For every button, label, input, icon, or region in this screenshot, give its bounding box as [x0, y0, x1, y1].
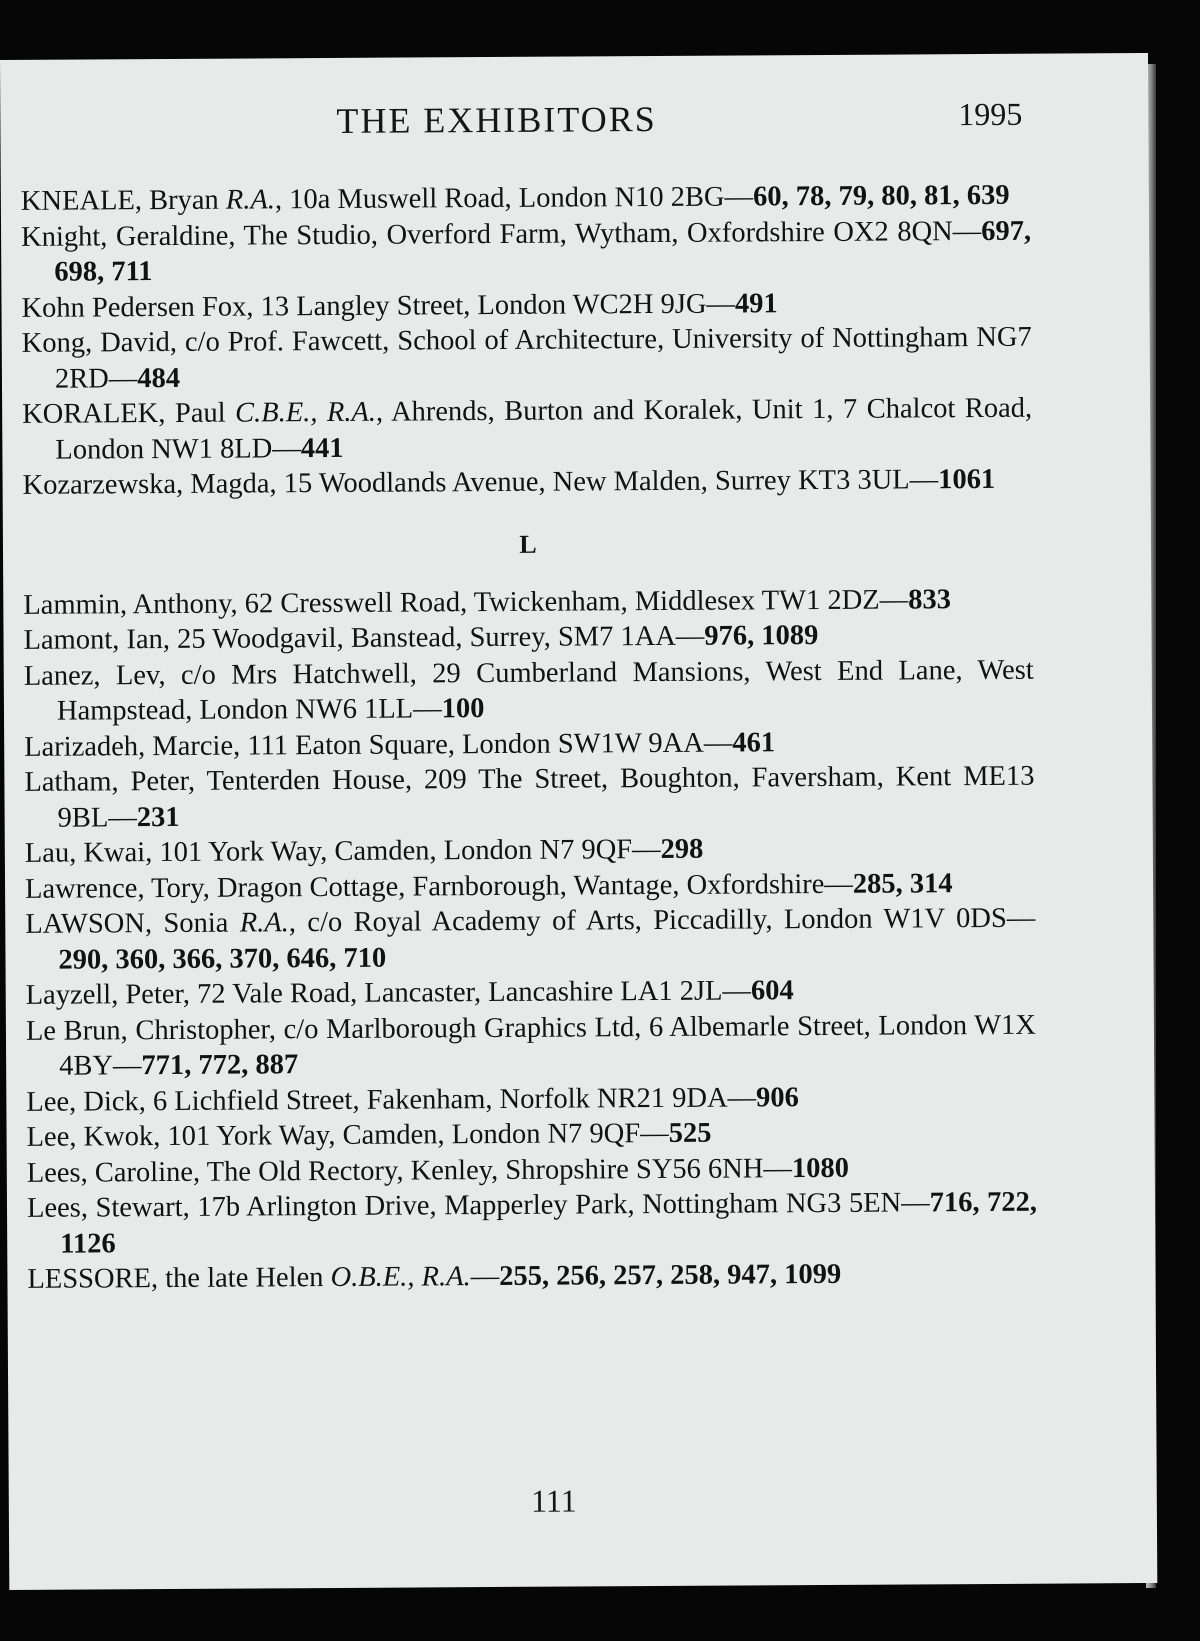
- exhibitor-address: , Dragon Cottage, Farnborough, Wantage, Oxfordshire—: [202, 868, 853, 904]
- exhibitor-name: Lau, Kwai: [24, 837, 146, 869]
- exhibitor-address: , c/o Mrs Hatchwell, 29 Cumberland Mansions, West End Lane, West Hampstead, London NW6 1LL—: [56, 654, 1034, 727]
- exhibitor-entry: [27, 1149, 1037, 1191]
- catalogue-numbers: 771, 772, 887: [141, 1049, 299, 1082]
- exhibitor-name: Knight, Geraldine: [20, 220, 229, 253]
- book-page: [0, 53, 1157, 1590]
- exhibitor-entry: [21, 178, 1031, 220]
- exhibitor-name: Le Brun, Christopher: [25, 1013, 269, 1047]
- year: 1995: [958, 95, 1023, 133]
- catalogue-numbers: 833: [908, 583, 951, 615]
- exhibitor-entry: [22, 320, 1032, 397]
- catalogue-numbers: 484: [137, 362, 181, 394]
- exhibitor-honours: R.A.: [225, 184, 276, 216]
- exhibitor-name: Layzell, Peter: [25, 978, 183, 1011]
- exhibitor-address: , 111 Eaton Square, London SW1W 9AA—: [232, 727, 733, 762]
- exhibitor-entry: [21, 284, 1031, 326]
- exhibitor-name: Kohn Pedersen Fox: [21, 291, 247, 324]
- section-letter: L: [519, 529, 537, 559]
- exhibitor-honours: O.B.E., R.A.: [330, 1261, 471, 1294]
- exhibitor-name: Lawrence, Tory: [24, 872, 203, 905]
- exhibitor-address: , 15 Woodlands Avenue, New Malden, Surrey KT3 3UL—: [269, 464, 939, 500]
- exhibitor-address: , 62 Cresswell Road, Twickenham, Middlesex TW1 2DZ—: [230, 583, 909, 620]
- running-header: [0, 95, 1148, 152]
- exhibitor-address: , c/o Marlborough Graphics Ltd, 6 Albemarle Street, London W1X 4BY—: [59, 1009, 1036, 1082]
- exhibitor-address: , The Old Rectory, Kenley, Shropshire SY56 6NH—: [192, 1152, 793, 1188]
- exhibitor-address: , 10a Muswell Road, London N10 2BG—: [274, 181, 754, 216]
- exhibitor-address: , c/o Prof. Fawcett, School of Architecture, University of Nottingham NG7 2RD—: [54, 321, 1032, 395]
- exhibitor-entry: [27, 1185, 1037, 1262]
- exhibitor-address: , 13 Langley Street, London WC2H 9JG—: [246, 288, 736, 322]
- exhibitor-address: , Tenterden House, 209 The Street, Boughton, Faversham, Kent ME13 9BL—: [57, 760, 1035, 834]
- exhibitor-entry: [23, 617, 1033, 659]
- exhibitor-name: Lanez, Lev: [23, 659, 159, 692]
- exhibitor-entry: [27, 1256, 1037, 1298]
- catalogue-numbers: 255, 256, 257, 258, 947, 1099: [499, 1258, 842, 1292]
- exhibitor-address: , 101 York Way, Camden, London N7 9QF—: [145, 833, 661, 869]
- page-number: 111: [530, 1482, 577, 1519]
- exhibitor-name: Latham, Peter: [24, 765, 189, 798]
- exhibitor-entry: [26, 1078, 1036, 1120]
- catalogue-numbers: 285, 314: [852, 867, 953, 900]
- catalogue-numbers: 976, 1089: [704, 620, 819, 652]
- catalogue-numbers: 100: [441, 693, 485, 725]
- catalogue-numbers: 290, 360, 366, 370, 646, 710: [58, 942, 387, 976]
- exhibitor-entry: [25, 865, 1035, 907]
- exhibitor-address: , 17b Arlington Drive, Mapperley Park, Nottingham NG3 5EN—: [182, 1187, 930, 1223]
- exhibitor-address: , 6 Lichfield Street, Fakenham, Norfolk NR21 9DA—: [138, 1081, 757, 1117]
- exhibitor-entry: [21, 213, 1031, 290]
- catalogue-numbers: 697, 698, 711: [54, 215, 1032, 288]
- exhibitor-entry: [25, 901, 1035, 978]
- entries-k: [21, 178, 1033, 504]
- exhibitor-list: [21, 178, 1038, 1298]
- entries-l: [23, 581, 1037, 1297]
- catalogue-numbers: 525: [668, 1117, 712, 1149]
- exhibitor-name: Lamont, Ian: [23, 624, 163, 656]
- exhibitor-name: Kong, David: [21, 326, 170, 359]
- catalogue-numbers: 906: [756, 1081, 799, 1113]
- catalogue-numbers: 298: [660, 833, 704, 865]
- exhibitor-name: LAWSON, Sonia: [25, 907, 240, 940]
- exhibitor-address: , 101 York Way, Camden, London N7 9QF—: [153, 1117, 669, 1153]
- exhibitor-entry: [25, 830, 1035, 872]
- exhibitor-entry: [26, 972, 1036, 1014]
- exhibitor-entry: [22, 391, 1032, 468]
- exhibitor-honours: C.B.E., R.A.: [235, 396, 377, 429]
- exhibitor-address: —: [470, 1260, 500, 1293]
- exhibitor-name: Lammin, Anthony: [23, 588, 231, 621]
- exhibitor-address: , 25 Woodgavil, Banstead, Surrey, SM7 1AA—: [162, 620, 705, 656]
- catalogue-numbers: 461: [732, 726, 776, 759]
- catalogue-numbers: 60, 78, 79, 80, 81, 639: [752, 179, 1010, 213]
- exhibitor-address: , The Studio, Overford Farm, Wytham, Oxfordshire OX2 8QN—: [228, 215, 982, 252]
- exhibitor-entry: [26, 1007, 1036, 1084]
- exhibitor-name: LESSORE, the late Helen: [27, 1262, 331, 1295]
- catalogue-numbers: 441: [300, 432, 344, 464]
- exhibitor-entry: [22, 462, 1032, 504]
- catalogue-numbers: 231: [136, 801, 180, 833]
- catalogue-numbers: 1061: [938, 463, 996, 496]
- exhibitor-name: Lee, Kwok: [26, 1121, 154, 1153]
- exhibitor-honours: R.A.: [239, 907, 289, 939]
- exhibitor-name: Larizadeh, Marcie: [24, 730, 234, 763]
- exhibitor-name: Lee, Dick: [26, 1085, 139, 1118]
- running-title: THE EXHIBITORS: [336, 98, 657, 141]
- exhibitor-address: , 72 Vale Road, Lancaster, Lancashire LA1 2JL—: [182, 975, 752, 1010]
- exhibitor-address: , c/o Royal Academy of Arts, Piccadilly, London W1V 0DS—: [288, 902, 1036, 939]
- exhibitor-entry: [26, 1114, 1036, 1156]
- exhibitor-address: , Ahrends, Burton and Koralek, Unit 1, 7 Chalcot Road, London NW1 8LD—: [55, 392, 1033, 466]
- exhibitor-name: KORALEK, Paul: [22, 397, 236, 430]
- exhibitor-entry: [24, 723, 1034, 765]
- exhibitor-name: Lees, Caroline: [26, 1156, 194, 1189]
- exhibitor-entry: [23, 581, 1033, 623]
- exhibitor-entry: [24, 759, 1034, 836]
- catalogue-numbers: 491: [734, 287, 778, 320]
- catalogue-numbers: 604: [750, 975, 794, 1007]
- exhibitor-name: KNEALE, Bryan: [20, 184, 226, 217]
- exhibitor-name: Lees, Stewart: [26, 1191, 183, 1224]
- exhibitor-name: Kozarzewska, Magda: [22, 468, 270, 501]
- catalogue-numbers: 1080: [791, 1152, 850, 1184]
- exhibitor-entry: [24, 652, 1034, 729]
- catalogue-numbers: 716, 722, 1126: [60, 1186, 1038, 1260]
